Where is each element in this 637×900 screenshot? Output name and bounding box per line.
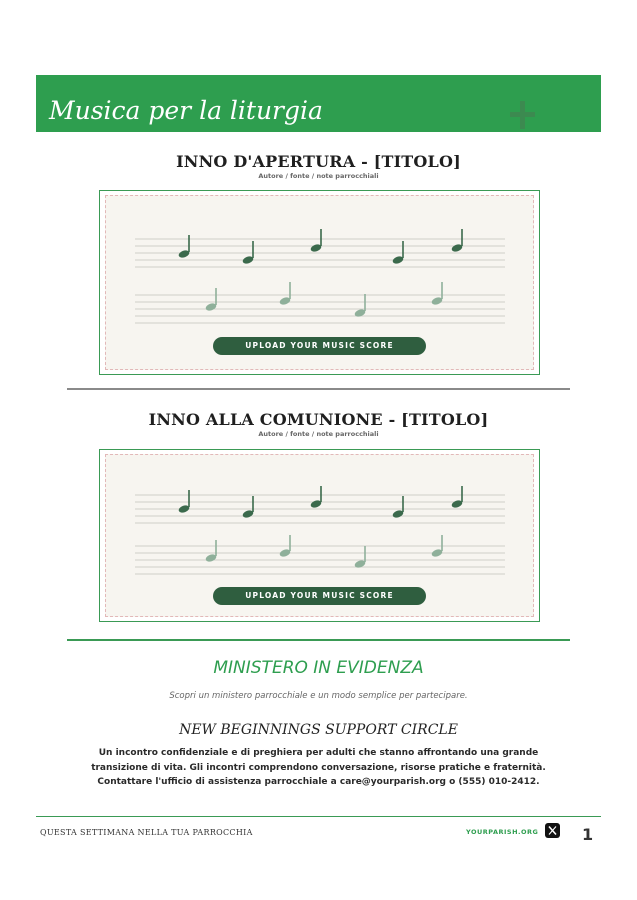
footer-divider [36, 816, 601, 817]
hymn-title-communion: INNO ALLA COMUNIONE - [TITOLO] [148, 410, 489, 429]
upload-score-button[interactable]: UPLOAD YOUR MUSIC SCORE [213, 337, 426, 355]
header-band [36, 75, 601, 132]
upload-score-button[interactable]: UPLOAD YOUR MUSIC SCORE [213, 587, 426, 605]
footer-label: QUESTA SETTIMANA NELLA TUA PARROCCHIA [40, 828, 253, 837]
hymn-subtitle-opening: Autore / fonte / note parrocchiali [258, 172, 379, 180]
ministry-description: Un incontro confidenziale e di preghiera per adulti che stanno affrontando una grande transizione di vita. Gli incontri comprendono conversazione, risorse pratiche e fraternità. Contattare l'ufficio di assistenza parrocchiale a care@yourparish.org o (555) 010-2412. [91, 748, 546, 787]
ministry-subheading: Scopri un ministero parrocchiale e un modo semplice per partecipare. [169, 691, 468, 701]
section-divider [67, 388, 570, 390]
page-title: Musica per la liturgia [49, 96, 323, 125]
music-score-placeholder [99, 190, 540, 375]
hymn-title-opening: INNO D'APERTURA - [TITOLO] [176, 152, 461, 171]
x-logo-icon[interactable] [545, 823, 560, 838]
page-number: 1 [582, 825, 594, 844]
cross-icon [508, 101, 536, 129]
hymn-subtitle-communion: Autore / fonte / note parrocchiali [258, 430, 379, 438]
parish-website-link[interactable]: YOURPARISH.ORG [466, 828, 539, 836]
section-divider [67, 639, 570, 641]
ministry-name: NEW BEGINNINGS SUPPORT CIRCLE [179, 722, 458, 738]
ministry-heading: MINISTERO IN EVIDENZA [213, 658, 424, 678]
music-score-placeholder [99, 449, 540, 622]
